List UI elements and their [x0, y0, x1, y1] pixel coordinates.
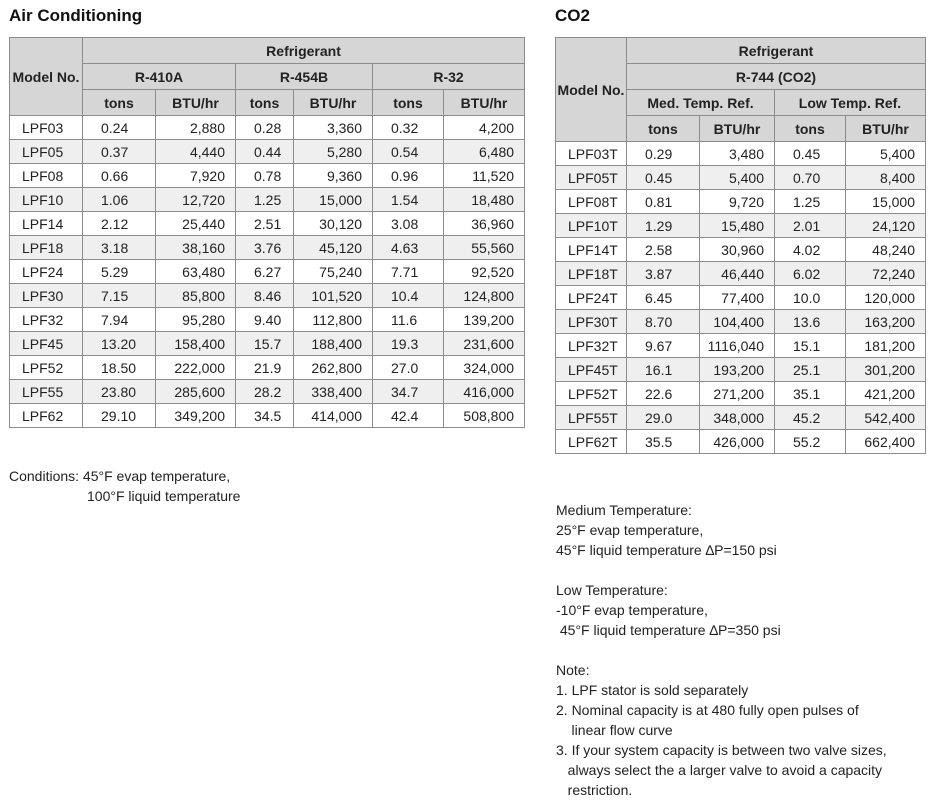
tons-cell: 35.5 [627, 430, 700, 454]
btu-cell: 9,720 [700, 190, 775, 214]
btu-cell: 426,000 [700, 430, 775, 454]
note-line: always select the a larger valve to avoid a capacity [556, 762, 883, 778]
note-line: linear flow curve [556, 722, 673, 738]
btu-cell: 77,400 [700, 286, 775, 310]
tons-cell: 6.45 [627, 286, 700, 310]
co2-notes [556, 500, 887, 800]
btu-cell: 11,520 [444, 164, 525, 188]
model-cell: LPF52T [556, 382, 627, 406]
btu-cell: 95,280 [156, 308, 236, 332]
co2-title: CO2 [555, 6, 590, 25]
btu-cell: 30,120 [294, 212, 373, 236]
table-row [556, 334, 926, 358]
btu-cell: 92,520 [444, 260, 525, 284]
btu-cell: 271,200 [700, 382, 775, 406]
tons-cell: 42.4 [373, 404, 444, 428]
tons-cell: 34.5 [236, 404, 294, 428]
btu-cell: 124,800 [444, 284, 525, 308]
btu-cell: 25,440 [156, 212, 236, 236]
btu-cell: 421,200 [846, 382, 926, 406]
tons-cell: 18.50 [83, 356, 156, 380]
btu-cell: 45,120 [294, 236, 373, 260]
btu-cell: 324,000 [444, 356, 525, 380]
ac-conditions-line: Conditions: 45°F evap temperature, [9, 468, 231, 484]
btu-cell: 6,480 [444, 140, 525, 164]
tons-cell: 0.45 [627, 166, 700, 190]
tons-cell: 4.02 [775, 238, 846, 262]
note-line: -10°F evap temperature, [556, 602, 708, 618]
tons-cell: 0.66 [83, 164, 156, 188]
btu-cell: 4,440 [156, 140, 236, 164]
btu-cell: 72,240 [846, 262, 926, 286]
btu-cell: 38,160 [156, 236, 236, 260]
note-line: 25°F evap temperature, [556, 522, 704, 538]
btu-cell: 112,800 [294, 308, 373, 332]
btu-cell: 262,800 [294, 356, 373, 380]
model-cell: LPF62T [556, 430, 627, 454]
table-row [10, 380, 525, 404]
tons-cell: 28.2 [236, 380, 294, 404]
tons-cell: 29.10 [83, 404, 156, 428]
ac-title: Air Conditioning [9, 6, 143, 25]
tons-cell: 0.29 [627, 142, 700, 166]
table-row [10, 308, 525, 332]
btu-cell: 101,520 [294, 284, 373, 308]
tons-cell: 1.06 [83, 188, 156, 212]
tons-cell: 0.28 [236, 116, 294, 140]
btu-cell: 5,400 [700, 166, 775, 190]
tons-cell: 1.54 [373, 188, 444, 212]
co2-refrigerant-r744: R-744 (CO2) [627, 64, 926, 90]
note-line: Low Temperature: [556, 582, 668, 598]
co2-table-body [556, 142, 926, 454]
table-row [556, 406, 926, 430]
ac-model-header: Model No. [10, 38, 83, 116]
btu-cell: 3,480 [700, 142, 775, 166]
btu-cell: 5,280 [294, 140, 373, 164]
btu-cell: 24,120 [846, 214, 926, 238]
ac-table-body [10, 116, 525, 428]
table-row [556, 238, 926, 262]
table-row [556, 214, 926, 238]
co2-unit-header: tons [627, 116, 700, 142]
note-line: 45°F liquid temperature ∆P=350 psi [556, 622, 781, 638]
co2-group-med-temp: Med. Temp. Ref. [627, 90, 775, 116]
tons-cell: 0.24 [83, 116, 156, 140]
tons-cell: 11.6 [373, 308, 444, 332]
tons-cell: 45.2 [775, 406, 846, 430]
btu-cell: 5,400 [846, 142, 926, 166]
model-cell: LPF03 [10, 116, 83, 140]
btu-cell: 7,920 [156, 164, 236, 188]
btu-cell: 222,000 [156, 356, 236, 380]
co2-model-header: Model No. [556, 38, 627, 142]
btu-cell: 15,000 [294, 188, 373, 212]
note-line: 1. LPF stator is sold separately [556, 682, 749, 698]
tons-cell: 3.87 [627, 262, 700, 286]
btu-cell: 55,560 [444, 236, 525, 260]
btu-cell: 30,960 [700, 238, 775, 262]
tons-cell: 9.67 [627, 334, 700, 358]
note-line [556, 560, 887, 580]
ac-unit-header: tons [83, 90, 156, 116]
model-cell: LPF45 [10, 332, 83, 356]
btu-cell: 46,440 [700, 262, 775, 286]
tons-cell: 23.80 [83, 380, 156, 404]
btu-cell: 188,400 [294, 332, 373, 356]
table-row [556, 286, 926, 310]
tons-cell: 2.58 [627, 238, 700, 262]
model-cell: LPF14T [556, 238, 627, 262]
model-cell: LPF05 [10, 140, 83, 164]
tons-cell: 2.12 [83, 212, 156, 236]
co2-table [555, 37, 926, 454]
table-row [556, 166, 926, 190]
tons-cell: 2.51 [236, 212, 294, 236]
tons-cell: 22.6 [627, 382, 700, 406]
tons-cell: 8.46 [236, 284, 294, 308]
ac-unit-header: BTU/hr [294, 90, 373, 116]
btu-cell: 508,800 [444, 404, 525, 428]
btu-cell: 75,240 [294, 260, 373, 284]
model-cell: LPF24T [556, 286, 627, 310]
btu-cell: 231,600 [444, 332, 525, 356]
tons-cell: 1.25 [236, 188, 294, 212]
tons-cell: 3.18 [83, 236, 156, 260]
table-row [556, 382, 926, 406]
table-row [10, 188, 525, 212]
model-cell: LPF14 [10, 212, 83, 236]
tons-cell: 34.7 [373, 380, 444, 404]
tons-cell: 0.45 [775, 142, 846, 166]
btu-cell: 15,480 [700, 214, 775, 238]
tons-cell: 0.70 [775, 166, 846, 190]
model-cell: LPF24 [10, 260, 83, 284]
table-row [556, 190, 926, 214]
model-cell: LPF30T [556, 310, 627, 334]
btu-cell: 48,240 [846, 238, 926, 262]
ac-unit-header: tons [236, 90, 294, 116]
ac-refrigerant-r32: R-32 [373, 64, 525, 90]
tons-cell: 0.96 [373, 164, 444, 188]
btu-cell: 9,360 [294, 164, 373, 188]
tons-cell: 9.40 [236, 308, 294, 332]
tons-cell: 6.02 [775, 262, 846, 286]
co2-group-low-temp: Low Temp. Ref. [775, 90, 926, 116]
tons-cell: 35.1 [775, 382, 846, 406]
tons-cell: 55.2 [775, 430, 846, 454]
btu-cell: 338,400 [294, 380, 373, 404]
table-row [10, 284, 525, 308]
btu-cell: 12,720 [156, 188, 236, 212]
table-row [10, 404, 525, 428]
table-row [10, 356, 525, 380]
ac-table [9, 37, 525, 428]
btu-cell: 348,000 [700, 406, 775, 430]
btu-cell: 18,480 [444, 188, 525, 212]
model-cell: LPF45T [556, 358, 627, 382]
tons-cell: 16.1 [627, 358, 700, 382]
btu-cell: 158,400 [156, 332, 236, 356]
tons-cell: 7.94 [83, 308, 156, 332]
model-cell: LPF55 [10, 380, 83, 404]
tons-cell: 0.78 [236, 164, 294, 188]
model-cell: LPF55T [556, 406, 627, 430]
tons-cell: 25.1 [775, 358, 846, 382]
model-cell: LPF08T [556, 190, 627, 214]
co2-unit-header: BTU/hr [846, 116, 926, 142]
btu-cell: 139,200 [444, 308, 525, 332]
tons-cell: 21.9 [236, 356, 294, 380]
table-row [10, 236, 525, 260]
btu-cell: 662,400 [846, 430, 926, 454]
btu-cell: 181,200 [846, 334, 926, 358]
tons-cell: 10.4 [373, 284, 444, 308]
tons-cell: 1.25 [775, 190, 846, 214]
tons-cell: 0.37 [83, 140, 156, 164]
ac-refrigerant-r454b: R-454B [236, 64, 373, 90]
btu-cell: 193,200 [700, 358, 775, 382]
tons-cell: 15.7 [236, 332, 294, 356]
btu-cell: 104,400 [700, 310, 775, 334]
btu-cell: 63,480 [156, 260, 236, 284]
ac-refrigerant-header: Refrigerant [83, 38, 525, 64]
model-cell: LPF10T [556, 214, 627, 238]
ac-unit-header: BTU/hr [444, 90, 525, 116]
tons-cell: 6.27 [236, 260, 294, 284]
btu-cell: 349,200 [156, 404, 236, 428]
table-row [556, 430, 926, 454]
table-row [556, 142, 926, 166]
model-cell: LPF32 [10, 308, 83, 332]
table-row [556, 358, 926, 382]
ac-refrigerant-r410a: R-410A [83, 64, 236, 90]
co2-unit-header: tons [775, 116, 846, 142]
table-row [10, 140, 525, 164]
model-cell: LPF30 [10, 284, 83, 308]
model-cell: LPF08 [10, 164, 83, 188]
tons-cell: 4.63 [373, 236, 444, 260]
tons-cell: 10.0 [775, 286, 846, 310]
table-row [10, 332, 525, 356]
note-line: 2. Nominal capacity is at 480 fully open pulses of [556, 702, 859, 718]
btu-cell: 163,200 [846, 310, 926, 334]
btu-cell: 15,000 [846, 190, 926, 214]
tons-cell: 27.0 [373, 356, 444, 380]
btu-cell: 542,400 [846, 406, 926, 430]
tons-cell: 15.1 [775, 334, 846, 358]
btu-cell: 36,960 [444, 212, 525, 236]
tons-cell: 0.44 [236, 140, 294, 164]
model-cell: LPF62 [10, 404, 83, 428]
ac-conditions-line: 100°F liquid temperature [87, 488, 241, 504]
note-line: 45°F liquid temperature ∆P=150 psi [556, 542, 777, 558]
tons-cell: 7.15 [83, 284, 156, 308]
tons-cell: 0.81 [627, 190, 700, 214]
ac-conditions [9, 466, 240, 506]
btu-cell: 4,200 [444, 116, 525, 140]
model-cell: LPF18T [556, 262, 627, 286]
btu-cell: 3,360 [294, 116, 373, 140]
tons-cell: 2.01 [775, 214, 846, 238]
btu-cell: 120,000 [846, 286, 926, 310]
co2-unit-header: BTU/hr [700, 116, 775, 142]
tons-cell: 1.29 [627, 214, 700, 238]
table-row [10, 116, 525, 140]
tons-cell: 7.71 [373, 260, 444, 284]
note-line: 3. If your system capacity is between two valve sizes, [556, 742, 887, 758]
btu-cell: 301,200 [846, 358, 926, 382]
tons-cell: 0.32 [373, 116, 444, 140]
tons-cell: 3.08 [373, 212, 444, 236]
tons-cell: 19.3 [373, 332, 444, 356]
table-row [10, 260, 525, 284]
note-line: restriction. [556, 782, 633, 798]
btu-cell: 414,000 [294, 404, 373, 428]
note-line: Medium Temperature: [556, 502, 692, 518]
tons-cell: 3.76 [236, 236, 294, 260]
model-cell: LPF32T [556, 334, 627, 358]
model-cell: LPF05T [556, 166, 627, 190]
tons-cell: 8.70 [627, 310, 700, 334]
tons-cell: 29.0 [627, 406, 700, 430]
btu-cell: 1116,040 [700, 334, 775, 358]
model-cell: LPF10 [10, 188, 83, 212]
btu-cell: 2,880 [156, 116, 236, 140]
table-row [10, 164, 525, 188]
table-row [556, 310, 926, 334]
ac-unit-header: tons [373, 90, 444, 116]
btu-cell: 85,800 [156, 284, 236, 308]
btu-cell: 285,600 [156, 380, 236, 404]
tons-cell: 13.20 [83, 332, 156, 356]
model-cell: LPF18 [10, 236, 83, 260]
model-cell: LPF52 [10, 356, 83, 380]
ac-unit-header: BTU/hr [156, 90, 236, 116]
tons-cell: 5.29 [83, 260, 156, 284]
table-row [10, 212, 525, 236]
note-line [556, 640, 887, 660]
model-cell: LPF03T [556, 142, 627, 166]
tons-cell: 0.54 [373, 140, 444, 164]
table-row [556, 262, 926, 286]
btu-cell: 416,000 [444, 380, 525, 404]
co2-refrigerant-header: Refrigerant [627, 38, 926, 64]
tons-cell: 13.6 [775, 310, 846, 334]
note-line: Note: [556, 662, 590, 678]
btu-cell: 8,400 [846, 166, 926, 190]
